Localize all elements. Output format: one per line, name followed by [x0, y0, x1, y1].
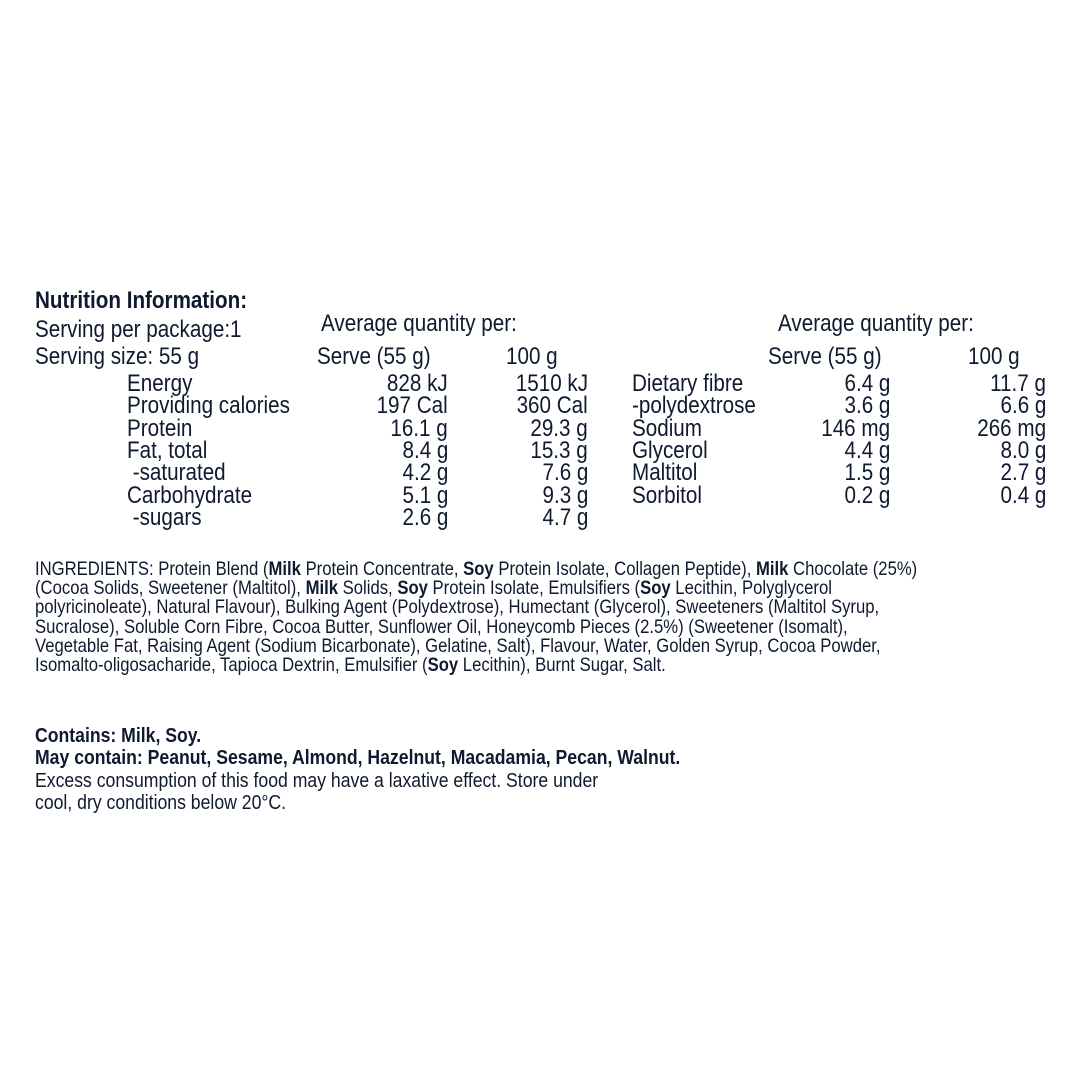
ingredients-line	[35, 656, 1018, 675]
right-row-serve-value: 0.2 g	[844, 481, 890, 509]
ingredients-text: Protein Isolate, Collagen Peptide),	[493, 558, 756, 580]
left-row-100g-value: 9.3 g	[542, 481, 588, 509]
right-row-label: Sodium	[632, 414, 702, 442]
left-row-serve-value: 8.4 g	[402, 436, 448, 464]
right-row-100g-value: 2.7 g	[1000, 459, 1046, 487]
ingredients-text: (Cocoa Solids, Sweetener (Maltitol),	[35, 577, 306, 600]
allergen-highlight: Soy	[463, 558, 494, 580]
right-row-serve-value: 6.4 g	[844, 370, 890, 397]
nutrition-title: Nutrition Information:	[35, 287, 248, 314]
right-row-label: Maltitol	[632, 459, 698, 487]
left-row-serve-value: 2.6 g	[402, 503, 448, 531]
right-row-100g-value: 266 mg	[977, 414, 1046, 442]
left-row-serve-value: 4.2 g	[402, 459, 448, 487]
ingredients-text: Protein Concentrate,	[300, 558, 464, 580]
ingredients-text: polyricinoleate), Natural Flavour), Bulking Agent (Polydextrose), Humectant (Glycerol), Sweeteners (Maltitol Syrup,	[35, 596, 880, 619]
left-row-serve-value: 197 Cal	[376, 392, 448, 420]
allergen-highlight: Soy	[397, 577, 428, 600]
ingredients-text: Protein Isolate, Emulsifiers (	[427, 577, 641, 600]
left-row-label: Providing calories	[127, 392, 290, 420]
ingredients-text: Isomalto-oligosacharide, Tapioca Dextrin, Emulsifier (	[35, 654, 428, 677]
left-row-label: Carbohydrate	[127, 481, 253, 509]
left-row-100g-value: 15.3 g	[530, 436, 588, 464]
right-row-100g-value: 11.7 g	[990, 370, 1046, 397]
ingredients-text: Vegetable Fat, Raising Agent (Sodium Bicarbonate), Gelatine, Salt), Flavour, Water, Golden Syrup, Cocoa Powder,	[35, 634, 881, 657]
left-row-100g-value: 360 Cal	[516, 392, 588, 420]
allergen-highlight: Milk	[305, 577, 339, 600]
storage-warning-line-2: cool, dry conditions below 20°C.	[35, 791, 287, 814]
right-row-serve-value: 4.4 g	[844, 436, 890, 464]
left-table-heading: Average quantity per:	[321, 310, 517, 337]
ingredients-text: INGREDIENTS: Protein Blend (	[35, 558, 269, 580]
servings-per-package: Serving per package:1	[35, 316, 242, 343]
right-table-heading: Average quantity per:	[778, 310, 974, 337]
left-col-100g-header: 100 g	[506, 343, 558, 370]
left-row-label: -sugars	[127, 503, 202, 531]
right-col-serve-header: Serve (55 g)	[768, 343, 882, 370]
right-row-serve-value: 146 mg	[821, 414, 890, 442]
left-row-100g-value: 7.6 g	[542, 459, 588, 487]
right-row-label: Sorbitol	[632, 481, 702, 509]
right-col-100g-header: 100 g	[968, 343, 1020, 370]
left-row-label: Fat, total	[127, 436, 208, 464]
ingredients-text: Solids,	[338, 577, 398, 600]
left-row-label: Energy	[127, 370, 193, 397]
right-row-100g-value: 8.0 g	[1000, 436, 1046, 464]
left-row-serve-value: 828 kJ	[387, 370, 448, 397]
left-row-100g-value: 29.3 g	[530, 414, 588, 442]
may-contain-allergens: May contain: Peanut, Sesame, Almond, Hazelnut, Macadamia, Pecan, Walnut.	[35, 746, 681, 769]
left-row-label: -saturated	[127, 459, 226, 487]
left-col-serve-header: Serve (55 g)	[317, 343, 431, 370]
allergen-highlight: Milk	[268, 558, 301, 580]
left-row-100g-value: 1510 kJ	[515, 370, 588, 397]
allergen-highlight: Soy	[427, 654, 459, 677]
storage-warning-line-1: Excess consumption of this food may have a laxative effect. Store under	[35, 769, 599, 792]
left-row-label: Protein	[127, 414, 193, 442]
ingredients-text: Lecithin, Polyglycerol	[670, 577, 832, 600]
allergen-highlight: Milk	[755, 558, 789, 580]
ingredients-text: Lecithin), Burnt Sugar, Salt.	[458, 654, 666, 677]
right-row-label: -polydextrose	[632, 392, 756, 420]
ingredients-text: Sucralose), Soluble Corn Fibre, Cocoa Butter, Sunflower Oil, Honeycomb Pieces (2.5%) (Sweetener (Isomalt),	[35, 615, 848, 638]
serving-size: Serving size: 55 g	[35, 343, 200, 370]
left-row-serve-value: 5.1 g	[402, 481, 448, 509]
allergen-highlight: Soy	[640, 577, 671, 600]
right-row-serve-value: 3.6 g	[844, 392, 890, 420]
right-row-100g-value: 6.6 g	[1000, 392, 1046, 420]
right-row-serve-value: 1.5 g	[844, 459, 890, 487]
contains-allergens: Contains: Milk, Soy.	[35, 724, 202, 747]
right-row-100g-value: 0.4 g	[1000, 481, 1046, 509]
ingredients-text: Chocolate (25%)	[788, 558, 918, 580]
left-row-serve-value: 16.1 g	[390, 414, 448, 442]
right-row-label: Glycerol	[632, 436, 708, 464]
left-row-100g-value: 4.7 g	[542, 503, 588, 531]
right-row-label: Dietary fibre	[632, 370, 744, 397]
ingredients-list	[35, 560, 1018, 675]
